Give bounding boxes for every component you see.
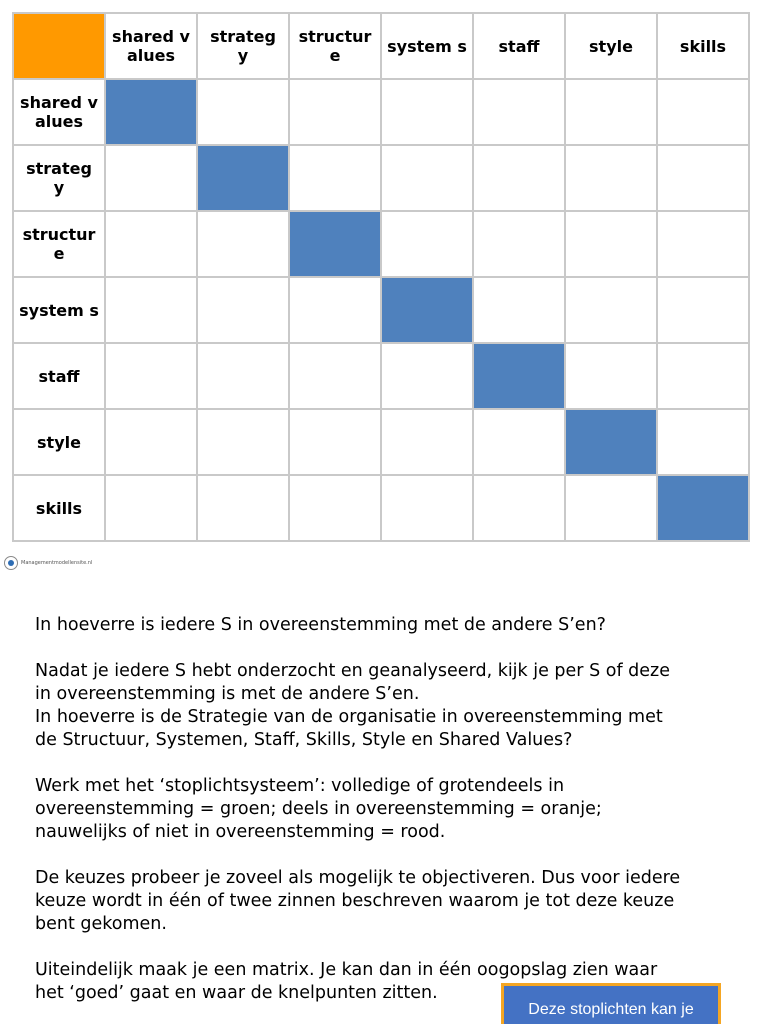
matrix-cell bbox=[473, 145, 565, 211]
matrix-cell bbox=[289, 409, 381, 475]
column-header: skills bbox=[657, 13, 749, 79]
row-header: system s bbox=[13, 277, 105, 343]
row-header: skills bbox=[13, 475, 105, 541]
matrix-cell-diagonal bbox=[381, 277, 473, 343]
matrix-row bbox=[13, 79, 749, 145]
matrix-cell bbox=[105, 475, 197, 541]
column-header: shared values bbox=[105, 13, 197, 79]
matrix-cell bbox=[565, 277, 657, 343]
matrix-cell bbox=[197, 475, 289, 541]
paragraph: Nadat je iedere S hebt onderzocht en geanalyseerd, kijk je per S of deze in overeenstemming is met de andere S’en. In hoeverre is de Strategie van de organisatie in overeenstemming met de Structuur, Systemen, Staff, Skills, Style en Shared Values? bbox=[35, 661, 670, 750]
column-header: system s bbox=[381, 13, 473, 79]
matrix-corner-cell bbox=[13, 13, 105, 79]
matrix-cell bbox=[657, 409, 749, 475]
matrix-cell bbox=[197, 211, 289, 277]
matrix-cell bbox=[105, 211, 197, 277]
row-header: structur e bbox=[13, 211, 105, 277]
matrix-cell-diagonal bbox=[473, 343, 565, 409]
matrix-cell bbox=[197, 277, 289, 343]
matrix-cell-diagonal bbox=[565, 409, 657, 475]
paragraph: De keuzes probeer je zoveel als mogelijk te objectiveren. Dus voor iedere keuze wordt in één of twee zinnen beschreven waarom je tot deze keuze bent gekomen. bbox=[35, 868, 681, 934]
matrix-cell bbox=[381, 145, 473, 211]
matrix-cell bbox=[473, 409, 565, 475]
matrix-cell bbox=[105, 409, 197, 475]
matrix-cell bbox=[289, 79, 381, 145]
matrix-cell bbox=[289, 475, 381, 541]
row-header: shared values bbox=[13, 79, 105, 145]
matrix-row bbox=[13, 343, 749, 409]
row-header: strateg y bbox=[13, 145, 105, 211]
row-header: staff bbox=[13, 343, 105, 409]
matrix-row bbox=[13, 145, 749, 211]
matrix-cell-diagonal bbox=[197, 145, 289, 211]
paragraph: Uiteindelijk maak je een matrix. Je kan dan in één oogopslag zien waar het ‘goed’ gaat en waar de knelpunten zitten. bbox=[35, 960, 658, 1003]
column-header: strateg y bbox=[197, 13, 289, 79]
matrix-row bbox=[13, 475, 749, 541]
column-header: staff bbox=[473, 13, 565, 79]
matrix-cell bbox=[381, 343, 473, 409]
matrix-cell bbox=[657, 343, 749, 409]
matrix-row bbox=[13, 277, 749, 343]
matrix-row bbox=[13, 211, 749, 277]
matrix-cell bbox=[105, 277, 197, 343]
matrix-cell bbox=[197, 79, 289, 145]
paragraph: Werk met het ‘stoplichtsysteem’: volledige of grotendeels in overeenstemming = groen; deels in overeenstemming = oranje; nauwelijks of niet in overeenstemming = rood. bbox=[35, 776, 602, 842]
matrix-cell bbox=[381, 211, 473, 277]
matrix-cell bbox=[381, 409, 473, 475]
matrix-cell bbox=[197, 343, 289, 409]
matrix-cell bbox=[289, 343, 381, 409]
matrix-cell bbox=[381, 79, 473, 145]
matrix-cell bbox=[565, 343, 657, 409]
matrix-cell bbox=[657, 145, 749, 211]
matrix-cell bbox=[105, 145, 197, 211]
matrix-cell bbox=[565, 79, 657, 145]
globe-logo-icon bbox=[4, 556, 18, 570]
source-logo bbox=[4, 556, 92, 570]
matrix-cell bbox=[289, 145, 381, 211]
matrix-cell bbox=[565, 145, 657, 211]
matrix-header-row bbox=[13, 13, 749, 79]
stoplight-callout-box: Deze stoplichten kan je bbox=[501, 983, 721, 1024]
matrix-cell bbox=[657, 79, 749, 145]
matrix-cell bbox=[473, 79, 565, 145]
instructions-text bbox=[35, 614, 755, 1024]
paragraph: In hoeverre is iedere S in overeenstemming met de andere S’en? bbox=[35, 615, 606, 635]
matrix-cell bbox=[565, 475, 657, 541]
matrix-cell bbox=[473, 475, 565, 541]
row-header: style bbox=[13, 409, 105, 475]
matrix-cell bbox=[289, 277, 381, 343]
matrix-cell bbox=[473, 277, 565, 343]
matrix-cell bbox=[381, 475, 473, 541]
matrix-cell bbox=[197, 409, 289, 475]
source-logo-text: Managementmodellensite.nl bbox=[21, 560, 93, 566]
matrix-row bbox=[13, 409, 749, 475]
matrix-cell bbox=[565, 211, 657, 277]
matrix-cell-diagonal bbox=[105, 79, 197, 145]
column-header: structur e bbox=[289, 13, 381, 79]
matrix-cell bbox=[657, 277, 749, 343]
matrix-cell-diagonal bbox=[657, 475, 749, 541]
matrix-cell bbox=[473, 211, 565, 277]
seven-s-matrix bbox=[12, 12, 750, 542]
matrix-cell bbox=[105, 343, 197, 409]
column-header: style bbox=[565, 13, 657, 79]
matrix-cell bbox=[657, 211, 749, 277]
matrix-cell-diagonal bbox=[289, 211, 381, 277]
